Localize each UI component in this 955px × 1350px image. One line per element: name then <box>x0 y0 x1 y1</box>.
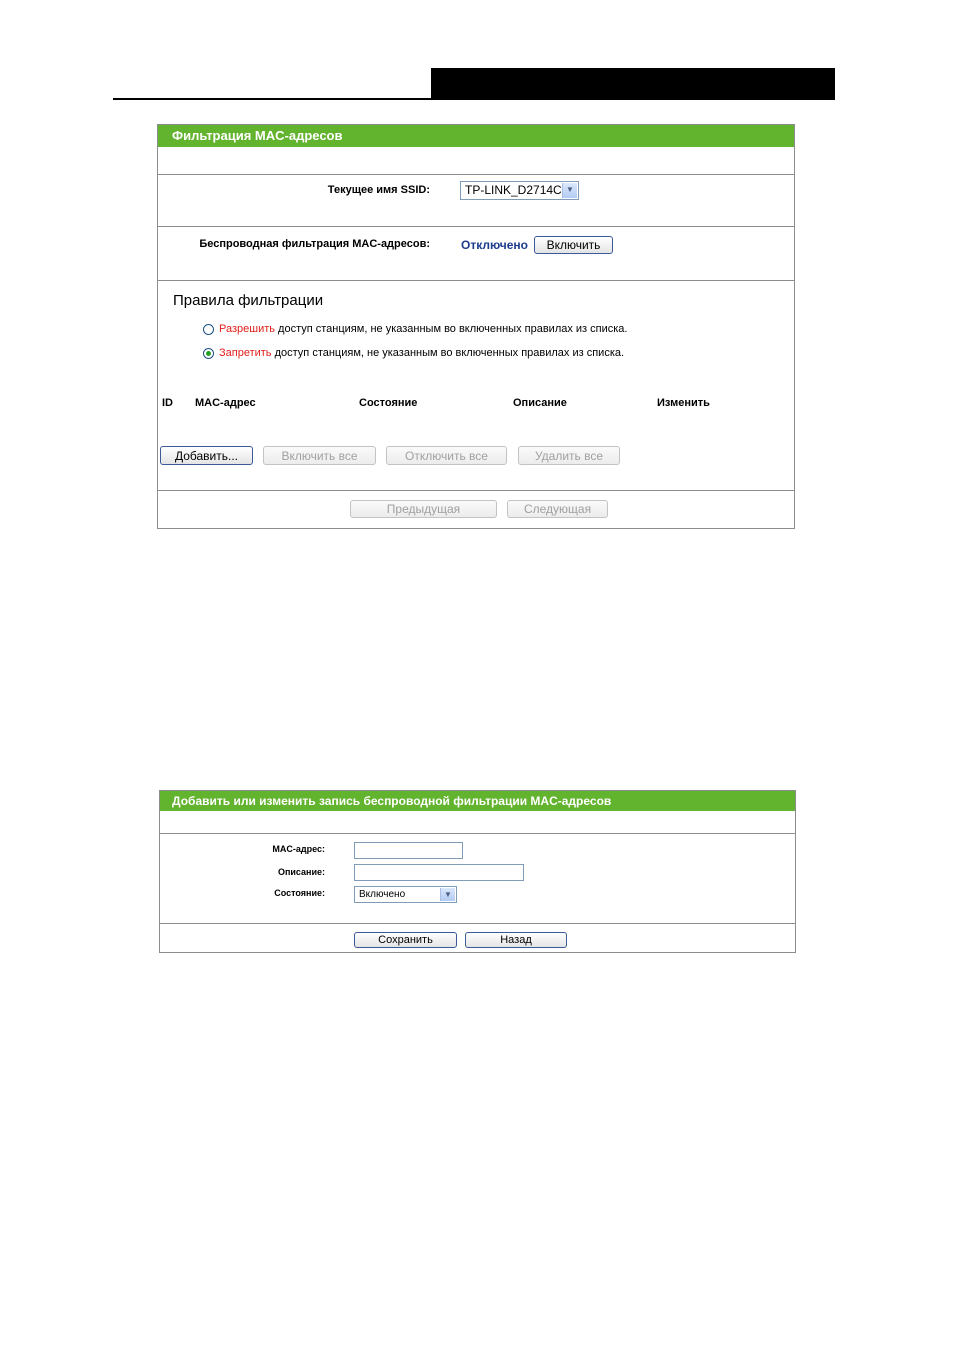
col-modify: Изменить <box>657 397 710 409</box>
separator <box>160 833 795 834</box>
separator <box>158 280 794 281</box>
ssid-select-value: TP-LINK_D2714C <box>465 183 562 197</box>
deny-radio[interactable] <box>203 348 214 359</box>
filter-status: Отключено <box>461 238 528 252</box>
rules-heading: Правила фильтрации <box>173 292 324 309</box>
description-label: Описание: <box>277 867 325 877</box>
prev-button[interactable]: Предыдущая <box>350 500 497 518</box>
allow-radio[interactable] <box>203 324 214 335</box>
allow-word: Разрешить <box>219 323 275 335</box>
state-label: Состояние: <box>274 888 325 898</box>
ssid-label: Текущее имя SSID: <box>327 184 430 196</box>
separator <box>160 923 795 924</box>
state-select-value: Включено <box>359 889 406 900</box>
deny-word: Запретить <box>219 347 272 359</box>
panel-title: Добавить или изменить запись беспроводной фильтрации MAC-адресов <box>160 791 795 811</box>
enable-filter-button[interactable]: Включить <box>534 236 613 254</box>
add-edit-entry-panel <box>159 790 796 953</box>
chevron-down-icon[interactable]: ▼ <box>562 183 577 198</box>
separator <box>158 226 794 227</box>
delete-all-button[interactable]: Удалить все <box>518 446 620 465</box>
mac-filter-panel <box>157 124 795 529</box>
state-select[interactable] <box>354 886 457 903</box>
add-button[interactable]: Добавить... <box>160 446 253 465</box>
save-button[interactable]: Сохранить <box>354 932 457 948</box>
ssid-select[interactable] <box>460 181 579 200</box>
col-mac: MAC-адрес <box>195 397 256 409</box>
allow-rule-text <box>219 323 627 335</box>
col-state: Состояние <box>359 397 418 409</box>
allow-rest: доступ станциям, не указанным во включенных правилах из списка. <box>278 323 628 335</box>
chevron-down-icon[interactable]: ▼ <box>440 888 455 901</box>
panel-title: Фильтрация MAC-адресов <box>158 125 794 147</box>
header-rule <box>113 98 431 100</box>
wireless-filter-label: Беспроводная фильтрация MAC-адресов: <box>199 238 430 250</box>
separator <box>158 490 794 491</box>
back-button[interactable]: Назад <box>465 932 567 948</box>
disable-all-button[interactable]: Отключить все <box>386 446 507 465</box>
description-input[interactable] <box>354 864 524 881</box>
mac-address-label: MAC-адрес: <box>272 844 325 854</box>
deny-rest: доступ станциям, не указанным во включенных правилах из списка. <box>274 347 625 359</box>
separator <box>158 174 794 175</box>
mac-address-input[interactable] <box>354 842 463 859</box>
col-id: ID <box>162 397 173 409</box>
next-button[interactable]: Следующая <box>507 500 608 518</box>
enable-all-button[interactable]: Включить все <box>263 446 376 465</box>
col-description: Описание <box>513 397 567 409</box>
header-black-bar <box>431 68 835 100</box>
deny-rule-text <box>219 347 624 359</box>
